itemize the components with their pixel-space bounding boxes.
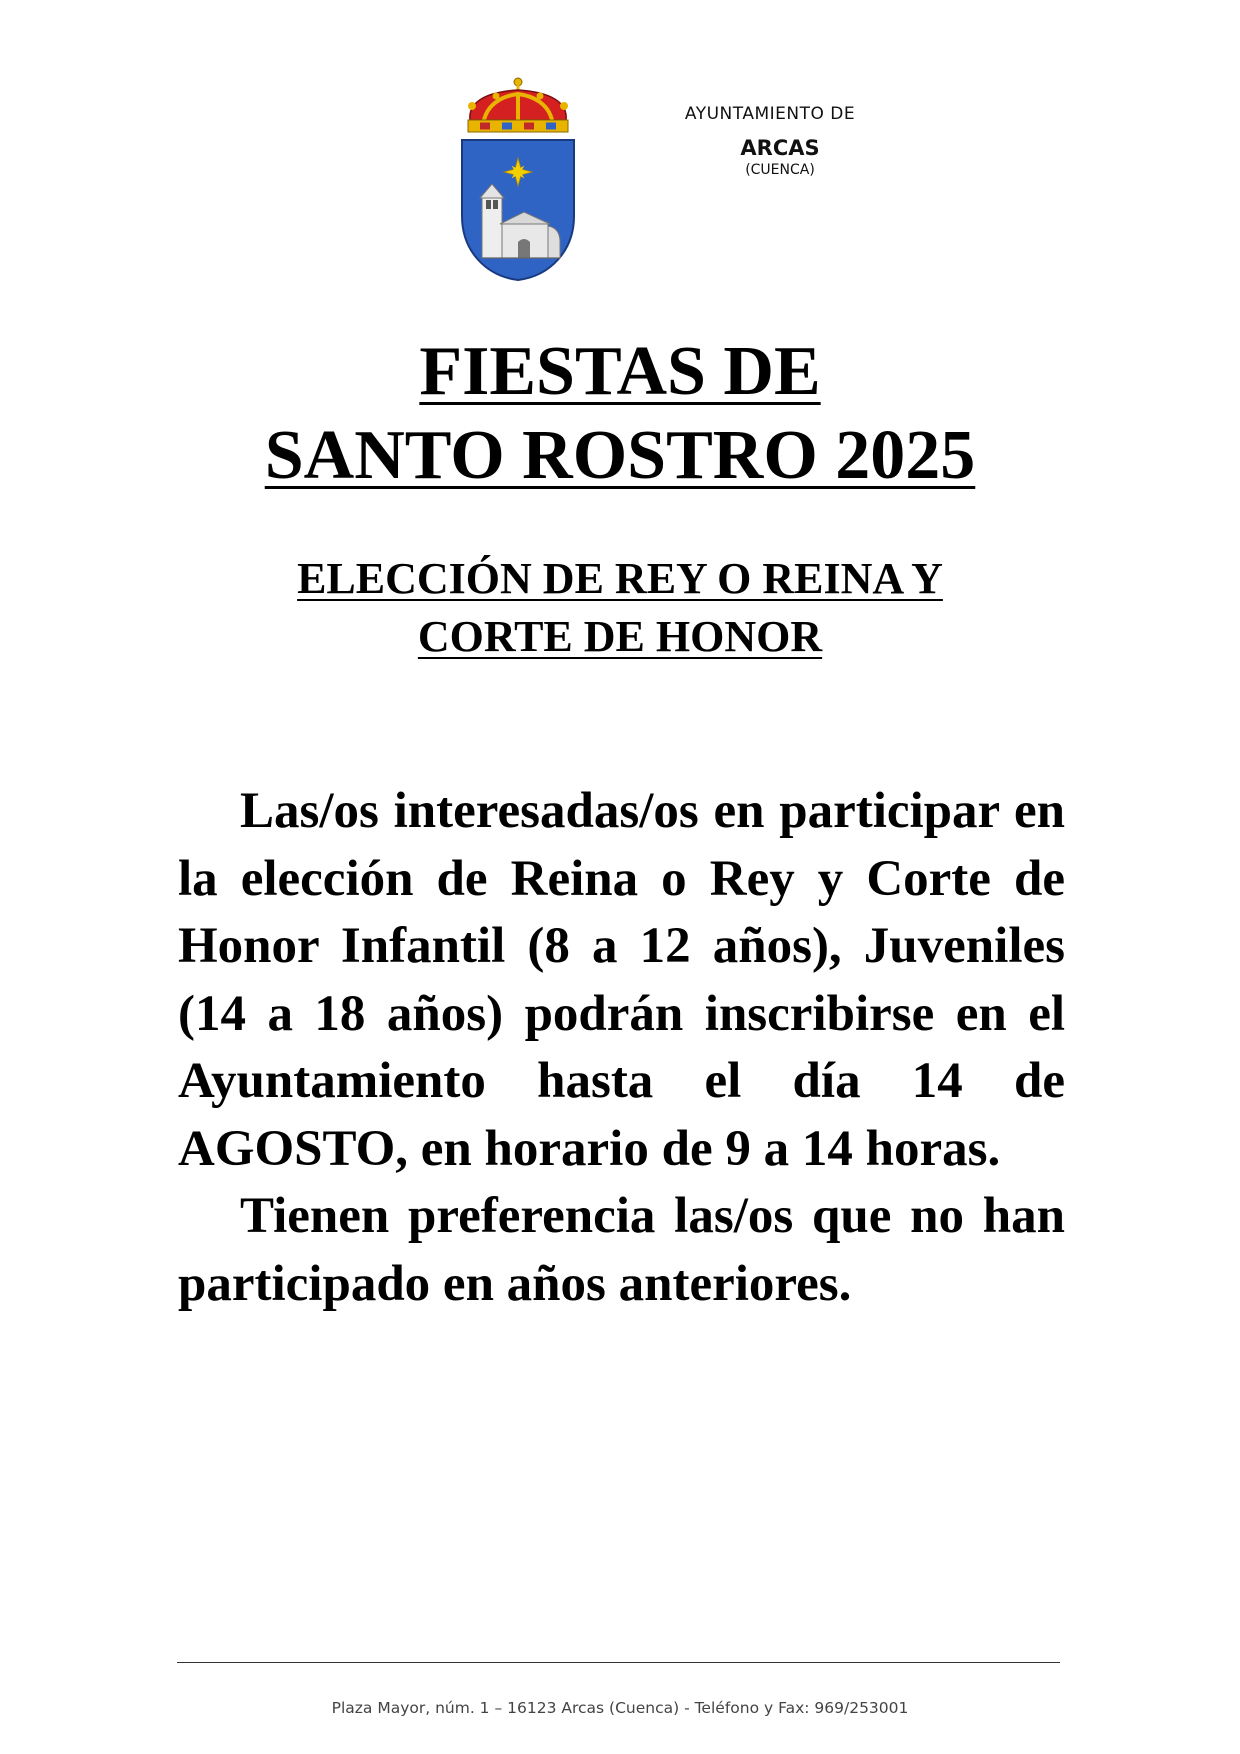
subtitle-line-1: ELECCIÓN DE REY O REINA Y — [297, 554, 943, 603]
coat-of-arms — [458, 76, 578, 286]
paragraph-registration: Las/os interesadas/os en participar en la elección de Reina o Rey y Corte de Honor Infantil (8 a 12 años), Juveniles (14 a 18 años) podrán inscribirse en el Ayuntamiento hasta el día 14 de AGOSTO, en horario de 9 a 14 horas. — [178, 783, 1065, 1177]
subtitle-line-2: CORTE DE HONOR — [417, 612, 823, 661]
subtitle — [0, 550, 1240, 666]
crown-icon — [468, 78, 568, 132]
organization-header — [680, 104, 880, 178]
coat-of-arms-icon — [458, 76, 578, 286]
org-line-1: AYUNTAMIENTO DE — [684, 104, 856, 124]
announcement-body — [178, 778, 1065, 1318]
org-province: (CUENCA) — [745, 162, 815, 178]
footer-address: Plaza Mayor, núm. 1 – 16123 Arcas (Cuenca) - Teléfono y Fax: 969/253001 — [331, 1699, 909, 1717]
page-title — [0, 330, 1240, 498]
title-line-1: FIESTAS DE — [419, 333, 821, 410]
org-name: ARCAS — [740, 136, 820, 160]
title-line-2: SANTO ROSTRO 2025 — [264, 417, 976, 494]
paragraph-preference: Tienen preferencia las/os que no han participado en años anteriores. — [178, 1188, 1065, 1312]
footer-divider — [177, 1662, 1060, 1663]
